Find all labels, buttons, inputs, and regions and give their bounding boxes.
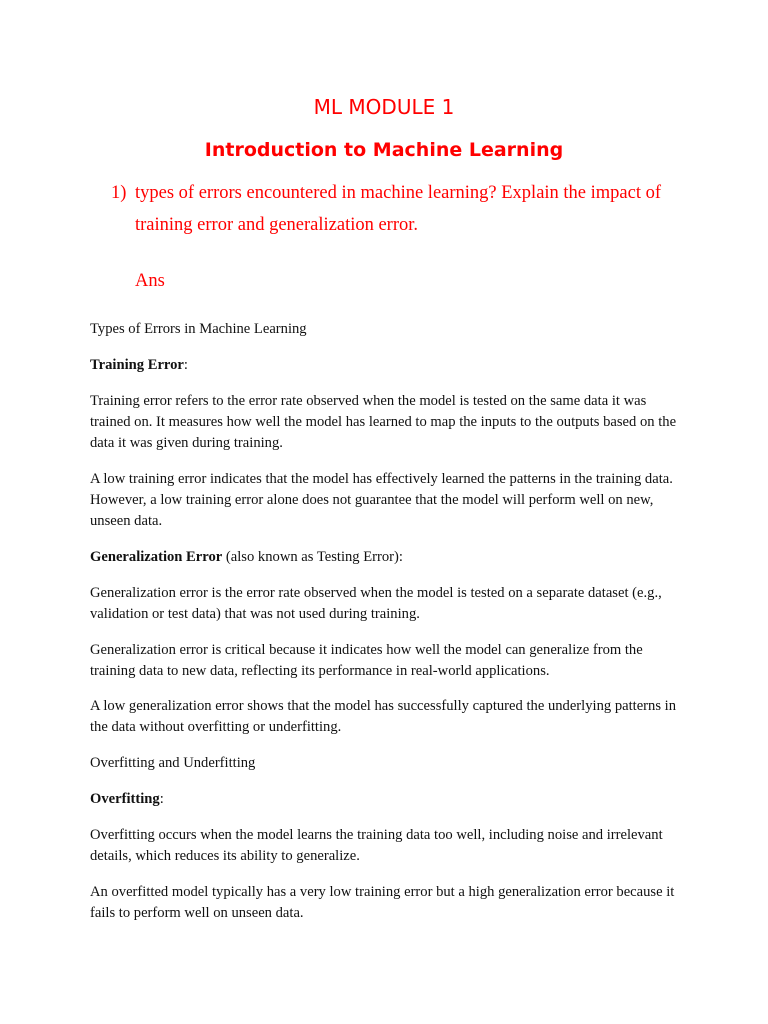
training-error-paragraph-2: A low training error indicates that the model has effectively learned the patterns in the training data. However, a low training error alone does not guarantee that the model will perform well on new, unseen data. [90,471,673,529]
overfitting-paragraph-2: An overfitted model typically has a very low training error but a high generalization error because it fails to perform well on unseen data. [90,884,675,921]
training-error-paragraph-1: Training error refers to the error rate observed when the model is tested on the same data it was trained on. It measures how well the model has learned to map the inputs to the outputs based on the data it was given during training. [90,393,677,451]
generalization-paragraph-3: A low generalization error shows that the model has successfully captured the underlying patterns in the data without overfitting or underfitting. [90,698,677,735]
training-error-heading: Training Error [90,357,184,373]
generalization-paragraph-1: Generalization error is the error rate observed when the model is tested on a separate dataset (e.g., validation or test data) that was not used during training. [90,585,662,622]
types-heading: Types of Errors in Machine Learning [90,321,307,337]
generalization-paragraph-2: Generalization error is critical because it indicates how well the model can generalize from the training data to new data, reflecting its performance in real-world applications. [90,642,643,679]
training-error-colon: : [183,357,188,373]
question-number: 1) [111,183,127,203]
generalization-heading-line [90,547,690,568]
fit-heading: Overfitting and Underfitting [90,755,256,771]
overfitting-heading-line [90,789,690,810]
overfitting-paragraph-1: Overfitting occurs when the model learns the training data too well, including noise and irrelevant details, which reduces its ability to generalize. [90,827,663,864]
question-text: types of errors encountered in machine learning? Explain the impact of training error and generalization error. [135,183,662,235]
generalization-heading: Generalization Error [90,549,223,565]
training-error-heading-line [90,355,690,376]
document-title: Introduction to Machine Learning [204,139,564,161]
overfitting-heading: Overfitting [90,791,160,807]
answer-label: Ans [135,271,165,291]
generalization-heading-suffix: (also known as Testing Error): [222,549,403,565]
overfitting-colon: : [159,791,164,807]
module-title: ML MODULE 1 [313,95,455,119]
question-item [111,177,671,241]
